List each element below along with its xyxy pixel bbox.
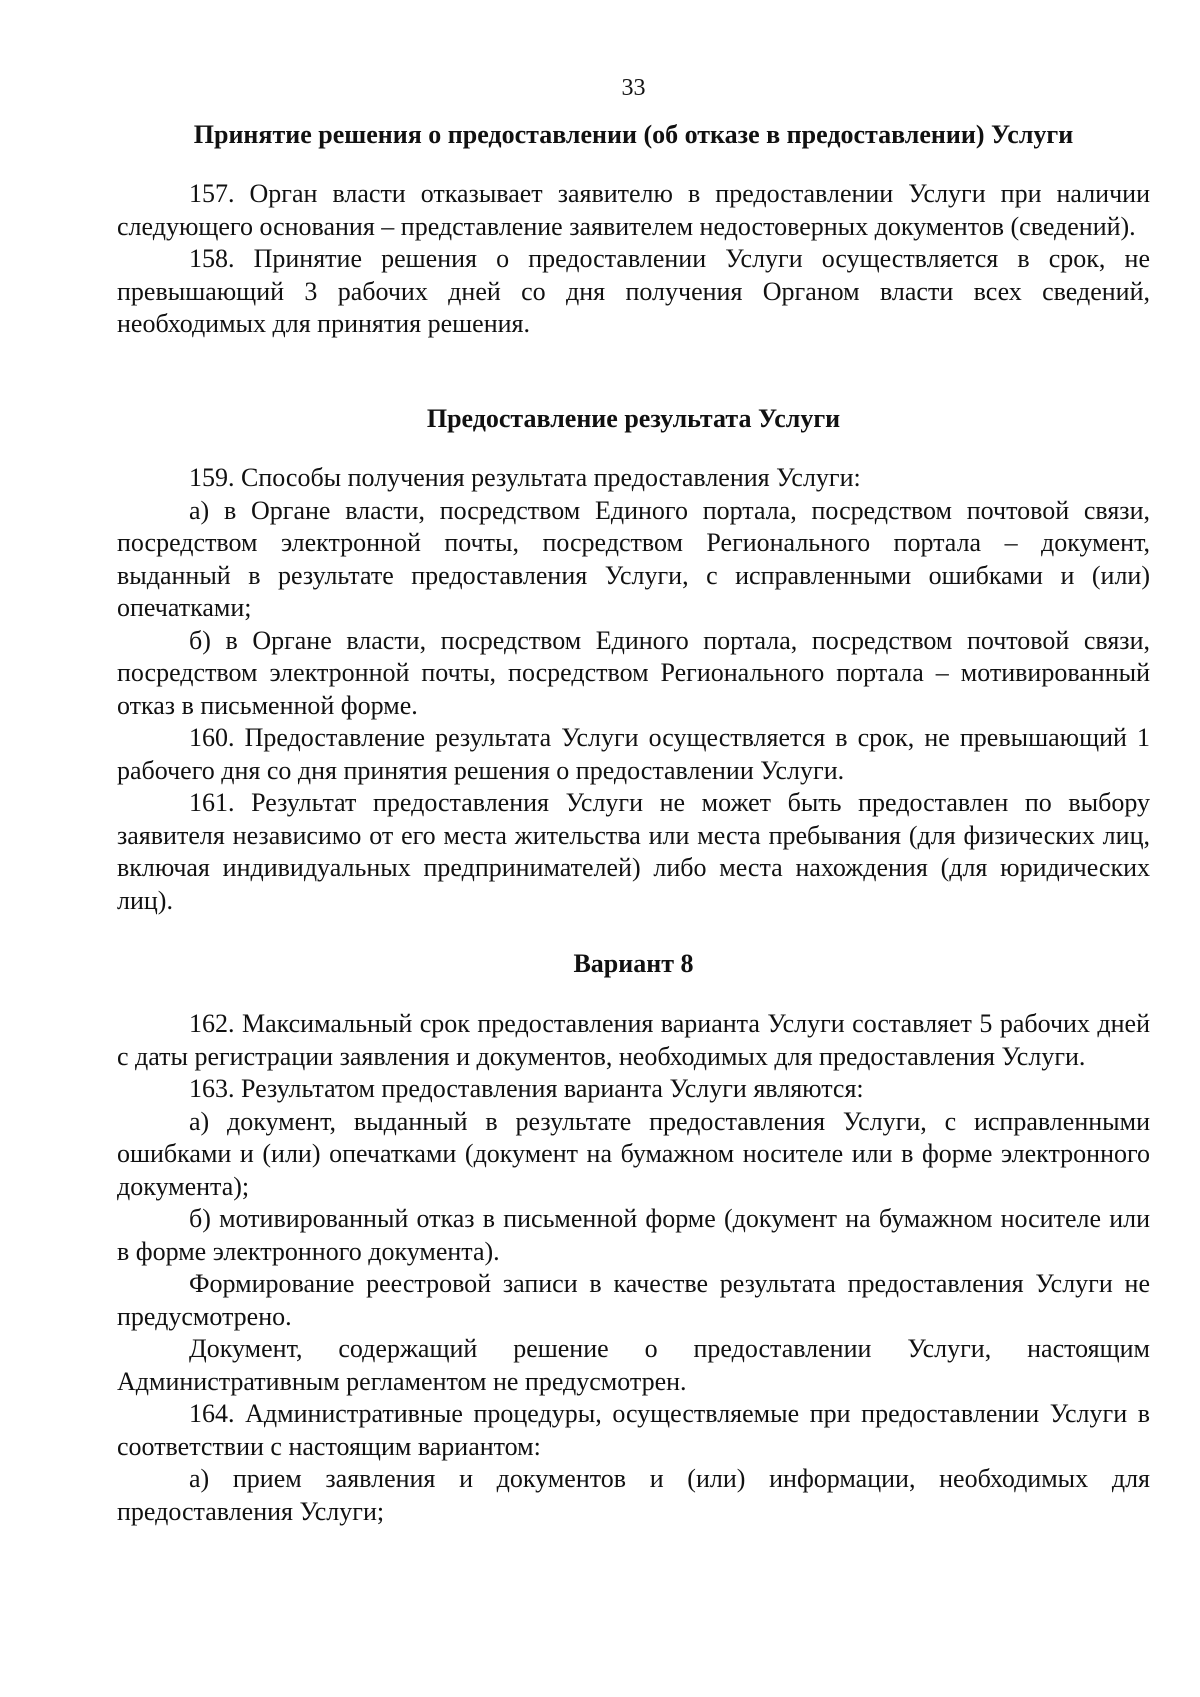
paragraph-162: 162. Максимальный срок предоставления варианта Услуги составляет 5 рабочих дней с даты регистрации заявления и документов, необходимых для предоставления Услуги.	[117, 1009, 1150, 1071]
paragraph-164: 164. Административные процедуры, осуществляемые при предоставлении Услуги в соответствии с настоящим вариантом:	[117, 1399, 1150, 1461]
paragraph-163-a: а) документ, выданный в результате предоставления Услуги, с исправленными ошибками и (или) опечатками (документ на бумажном носителе или в форме электронного документа);	[117, 1106, 1150, 1201]
paragraph-164-a: а) прием заявления и документов и (или) информации, необходимых для предоставления Услуги;	[117, 1464, 1150, 1526]
paragraph-163-b: б) мотивированный отказ в письменной форме (документ на бумажном носителе или в форме электронного документа).	[117, 1204, 1150, 1266]
paragraph-decision-document: Документ, содержащий решение о предоставлении Услуги, настоящим Административным регламентом не предусмотрен.	[117, 1334, 1150, 1396]
section-heading-variant-8: Вариант 8	[573, 949, 694, 978]
section-body-result	[117, 462, 1150, 917]
section-body-decision	[117, 178, 1150, 341]
paragraph-161: 161. Результат предоставления Услуги не может быть предоставлен по выбору заявителя независимо от его места жительства или места пребывания (для физических лиц, включая индивидуальных предпринимателей) либо места нахождения (для юридических лиц).	[117, 788, 1150, 915]
page-number: 33	[621, 75, 646, 101]
paragraph-159: 159. Способы получения результата предоставления Услуги:	[189, 463, 861, 492]
paragraph-registry-record: Формирование реестровой записи в качестве результата предоставления Услуги не предусмотрено.	[117, 1269, 1150, 1331]
section-body-variant-8	[117, 1008, 1150, 1528]
paragraph-160: 160. Предоставление результата Услуги осуществляется в срок, не превышающий 1 рабочего дня со дня принятия решения о предоставлении Услуги.	[117, 723, 1150, 785]
section-heading-result: Предоставление результата Услуги	[426, 404, 841, 433]
paragraph-158: 158. Принятие решения о предоставлении Услуги осуществляется в срок, не превышающий 3 рабочих дней со дня получения Органом власти всех сведений, необходимых для принятия решения.	[117, 244, 1150, 338]
section-heading-decision: Принятие решения о предоставлении (об отказе в предоставлении) Услуги	[193, 120, 1074, 149]
paragraph-157: 157. Орган власти отказывает заявителю в предоставлении Услуги при наличии следующего основания – представление заявителем недостоверных документов (сведений).	[117, 179, 1150, 241]
paragraph-159-b: б) в Органе власти, посредством Единого портала, посредством почтовой связи, посредством электронной почты, посредством Регионального портала – мотивированный отказ в письменной форме.	[117, 625, 1150, 720]
paragraph-163: 163. Результатом предоставления варианта Услуги являются:	[189, 1074, 864, 1103]
paragraph-159-a: а) в Органе власти, посредством Единого портала, посредством почтовой связи, посредством электронной почты, посредством Регионального портала – документ, выданный в результате предоставления Услуги, с исправленными ошибками и (или) опечатками;	[117, 495, 1150, 622]
